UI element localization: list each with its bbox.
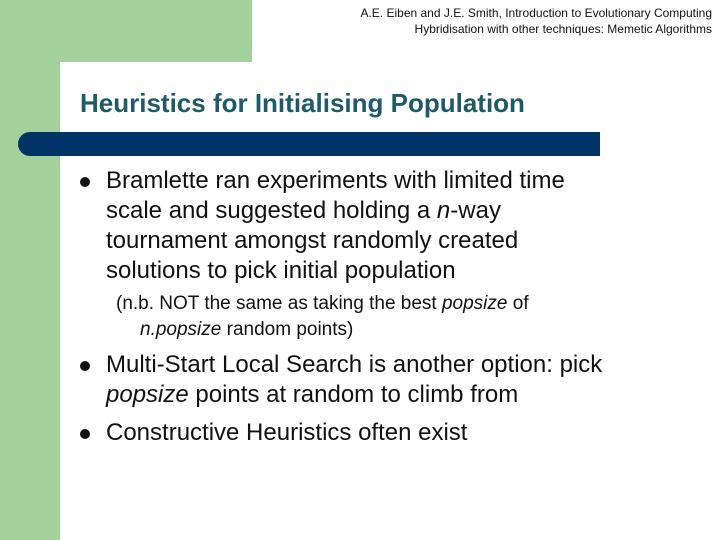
note-part-1: (n.b. NOT the same as taking the best <box>116 293 442 314</box>
bullet-dot-3 <box>80 429 90 439</box>
bullet-1-line-2 <box>106 196 706 226</box>
bullet-1-line-2b: -way <box>450 197 501 224</box>
bullet-3-line-1: Constructive Heuristics often exist <box>106 419 468 446</box>
note-italic-npopsize: n.popsize <box>140 319 222 340</box>
header-line-1: A.E. Eiben and J.E. Smith, Introduction to Evolutionary Computing <box>360 6 712 20</box>
header-line-2: Hybridisation with other techniques: Memetic Algorithms <box>414 22 712 36</box>
bullet-1-line-4: solutions to pick initial population <box>106 257 456 284</box>
top-green-band <box>0 0 252 62</box>
bullet-1-line-2a: scale and suggested holding a <box>106 197 437 224</box>
bullet-text-2 <box>106 350 706 410</box>
bullet-1-italic-n: n <box>436 197 451 224</box>
note-part-3: of <box>507 293 529 314</box>
bullet-2-line-2 <box>106 380 706 410</box>
bullet-2-italic-popsize: popsize <box>106 381 189 408</box>
note-line-1 <box>116 291 676 317</box>
bullet-dot-1 <box>80 177 90 187</box>
note-line-2 <box>116 317 676 343</box>
bullet-text-3 <box>106 418 706 448</box>
note-part-5: random points) <box>221 319 354 340</box>
slide-title: Heuristics for Initialising Population <box>80 88 525 118</box>
bullet-1-line-3: tournament amongst randomly created <box>106 227 519 254</box>
bullet-2-line-2b: points at random to climb from <box>188 381 519 408</box>
left-green-bar <box>0 0 60 540</box>
note-text <box>116 291 676 343</box>
title-rule <box>18 132 600 156</box>
note-italic-popsize: popsize <box>441 293 508 314</box>
bullet-dot-2 <box>80 361 90 371</box>
bullet-1-line-1: Bramlette ran experiments with limited time <box>106 167 565 194</box>
bullet-2-line-1: Multi-Start Local Search is another option: pick <box>106 351 603 378</box>
slide-header <box>252 5 712 37</box>
bullet-text-1 <box>106 166 706 286</box>
